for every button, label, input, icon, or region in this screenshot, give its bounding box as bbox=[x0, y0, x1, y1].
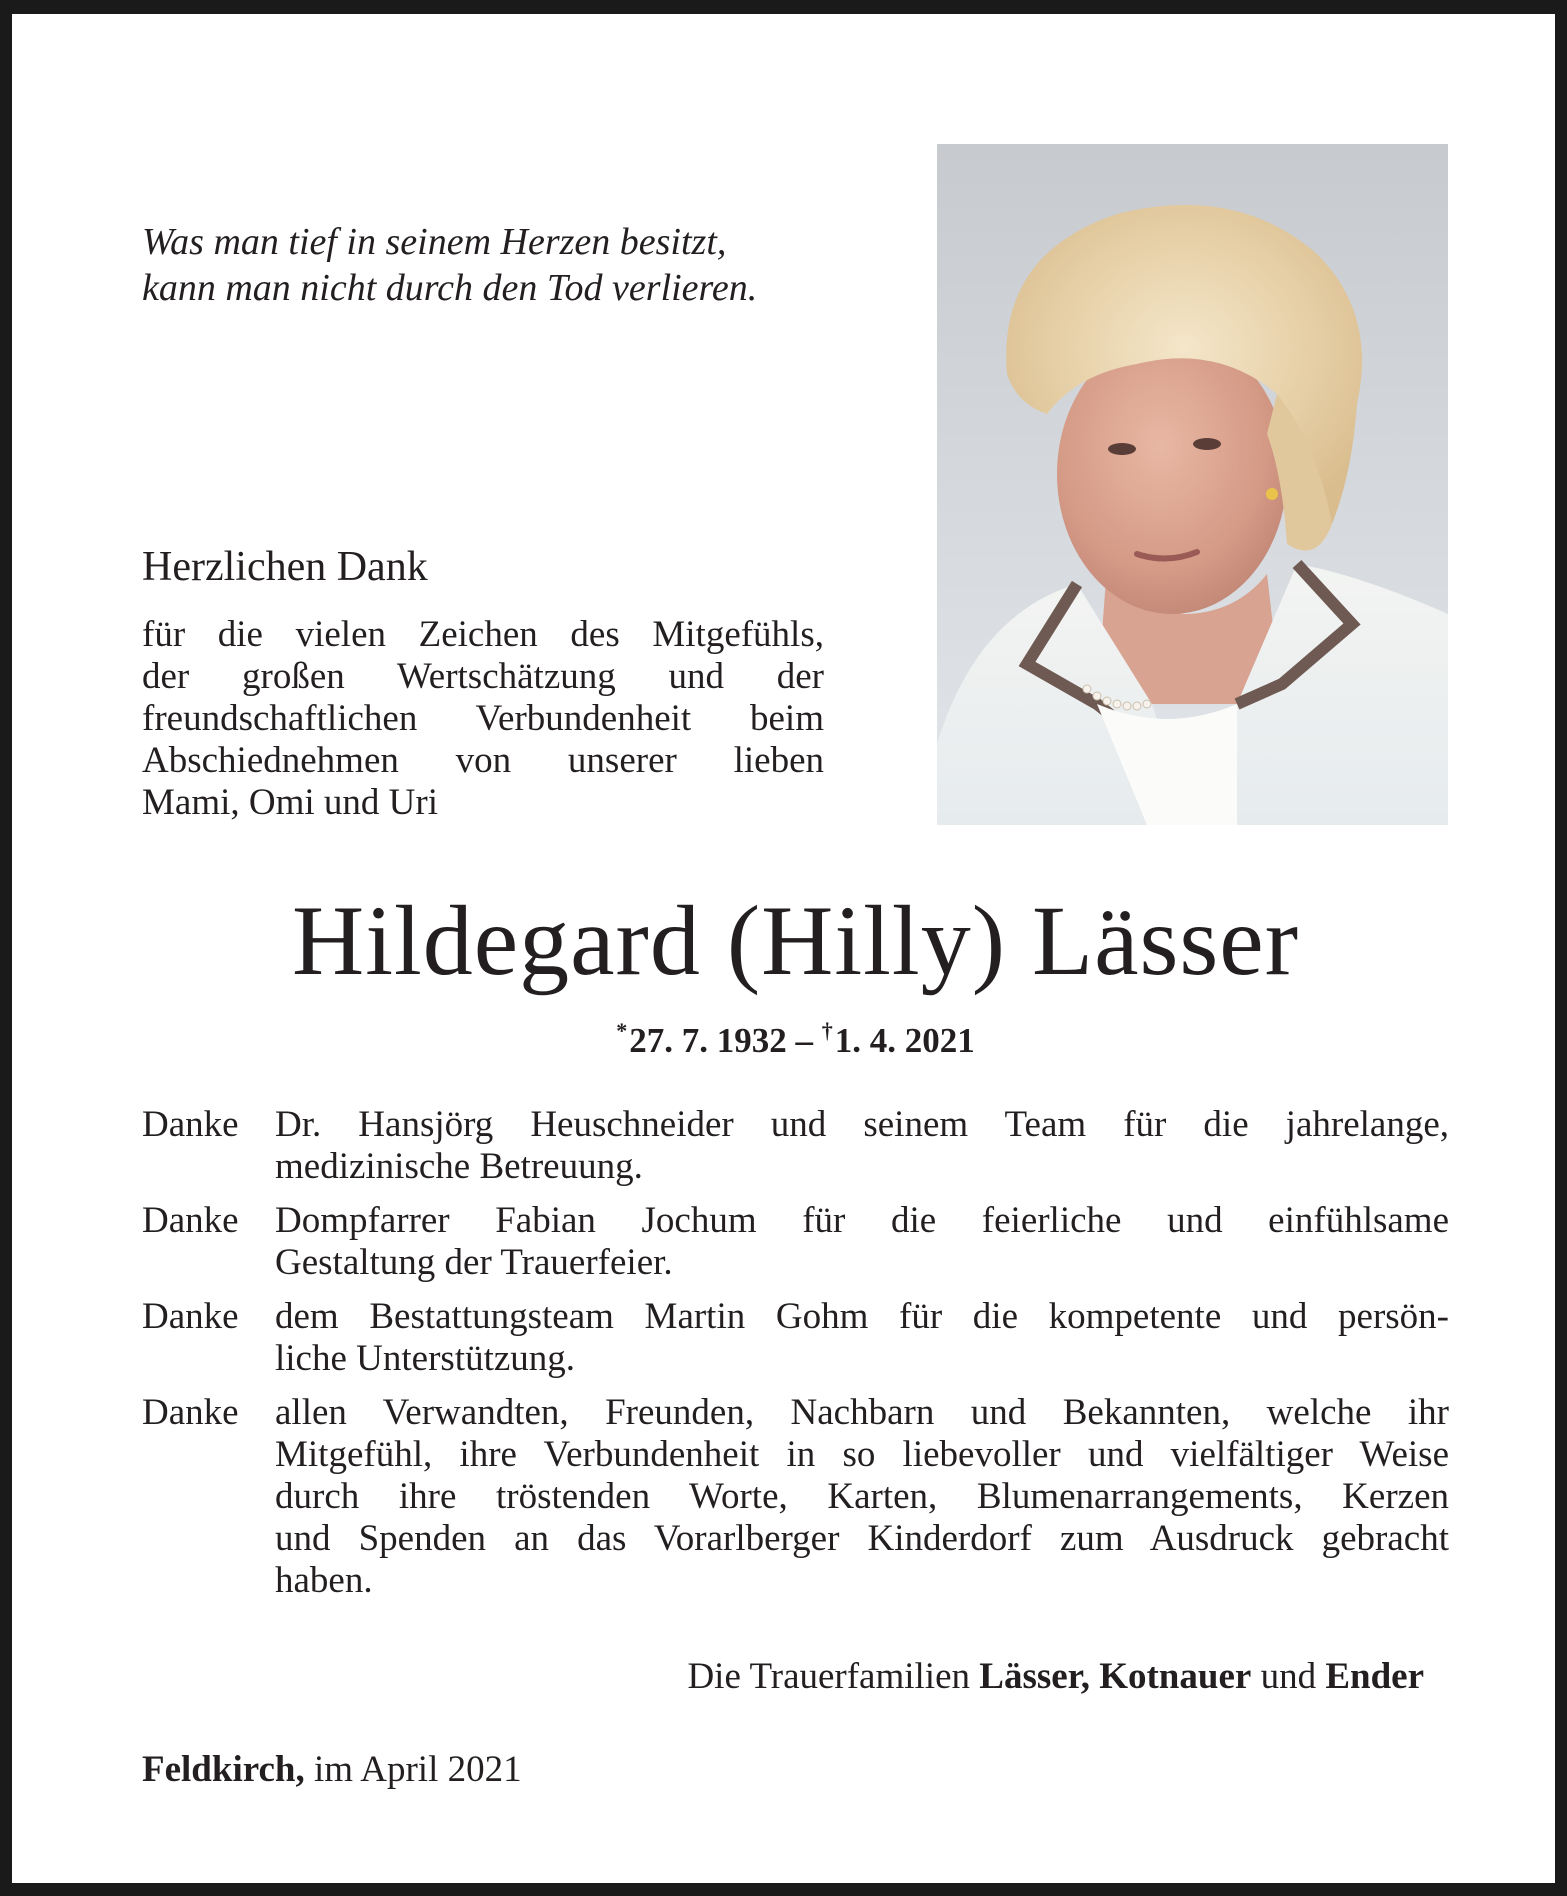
thanks-body-line: freundschaftlichen Verbundenheit beim bbox=[142, 698, 824, 739]
thanks-row-line: Gestaltung der Trauerfeier. bbox=[275, 1242, 673, 1283]
thanks-row-label: Danke bbox=[142, 1104, 239, 1145]
thanks-row-text bbox=[275, 1392, 1449, 1602]
deceased-name: Hildegard (Hilly) Lässer bbox=[291, 885, 1299, 996]
thanks-row-line: Mitgefühl, ihre Verbundenheit in so liebevoller und vielfältiger Weise bbox=[275, 1434, 1449, 1475]
portrait-photo-icon bbox=[937, 144, 1448, 825]
thanks-row-3 bbox=[142, 1296, 1449, 1380]
death-date: 1. 4. 2021 bbox=[834, 1021, 975, 1060]
thanks-row-text bbox=[275, 1104, 1449, 1188]
birth-date: 27. 7. 1932 bbox=[629, 1021, 787, 1060]
thanks-row-label: Danke bbox=[142, 1296, 239, 1337]
memorial-quote bbox=[142, 219, 842, 311]
thanks-list bbox=[142, 1104, 1449, 1614]
thanks-row-1 bbox=[142, 1104, 1449, 1188]
thanks-row-4 bbox=[142, 1392, 1449, 1602]
thanks-row-label: Danke bbox=[142, 1392, 239, 1433]
thanks-row-line: und Spenden an das Vorarlberger Kinderdorf zum Ausdruck gebracht bbox=[275, 1518, 1449, 1559]
date-separator: – bbox=[786, 1021, 822, 1060]
quote-line-1: Was man tief in seinem Herzen besitzt, bbox=[142, 221, 727, 263]
place-and-date bbox=[142, 1748, 522, 1792]
death-cross-icon: † bbox=[821, 1018, 833, 1043]
place-city: Feldkirch, bbox=[142, 1749, 305, 1790]
thanks-body-line: Mami, Omi und Uri bbox=[142, 782, 438, 823]
birth-star-icon: * bbox=[616, 1018, 628, 1043]
thanks-heading: Herzlichen Dank bbox=[142, 544, 428, 590]
place-date: im April 2021 bbox=[304, 1749, 522, 1790]
family-name-1: Lässer, bbox=[979, 1656, 1090, 1697]
families-signature bbox=[687, 1655, 1424, 1699]
family-name-2: Kotnauer bbox=[1099, 1656, 1252, 1697]
thanks-row-text bbox=[275, 1200, 1449, 1284]
family-name-3: Ender bbox=[1325, 1656, 1424, 1697]
thanks-row-text bbox=[275, 1296, 1449, 1380]
thanks-row-line: haben. bbox=[275, 1560, 373, 1601]
thanks-body bbox=[142, 614, 824, 824]
thanks-row-line: dem Bestattungsteam Martin Gohm für die kompetente und persön- bbox=[275, 1296, 1449, 1337]
thanks-row-2 bbox=[142, 1200, 1449, 1284]
thanks-row-line: Dompfarrer Fabian Jochum für die feierliche und einfühlsame bbox=[275, 1200, 1449, 1241]
thanks-row-line: medizinische Betreuung. bbox=[275, 1146, 643, 1187]
families-conjunction: und bbox=[1251, 1656, 1326, 1697]
thanks-row-line: Dr. Hansjörg Heuschneider und seinem Team für die jahrelange, bbox=[275, 1104, 1449, 1145]
thanks-body-line: der großen Wertschätzung und der bbox=[142, 656, 824, 697]
life-dates bbox=[12, 1010, 1567, 1062]
thanks-row-line: liche Unterstützung. bbox=[275, 1338, 576, 1379]
thanks-row-line: durch ihre tröstenden Worte, Karten, Blumenarrangements, Kerzen bbox=[275, 1476, 1449, 1517]
portrait-illustration bbox=[937, 144, 1448, 825]
thanks-body-line: für die vielen Zeichen des Mitgefühls, bbox=[142, 614, 824, 655]
thanks-body-line: Abschiednehmen von unserer lieben bbox=[142, 740, 824, 781]
thanks-row-line: allen Verwandten, Freunden, Nachbarn und Bekannten, welche ihr bbox=[275, 1392, 1449, 1433]
quote-line-2: kann man nicht durch den Tod verlieren. bbox=[142, 267, 758, 309]
families-prefix: Die Trauerfamilien bbox=[687, 1656, 980, 1697]
thanks-row-label: Danke bbox=[142, 1200, 239, 1241]
